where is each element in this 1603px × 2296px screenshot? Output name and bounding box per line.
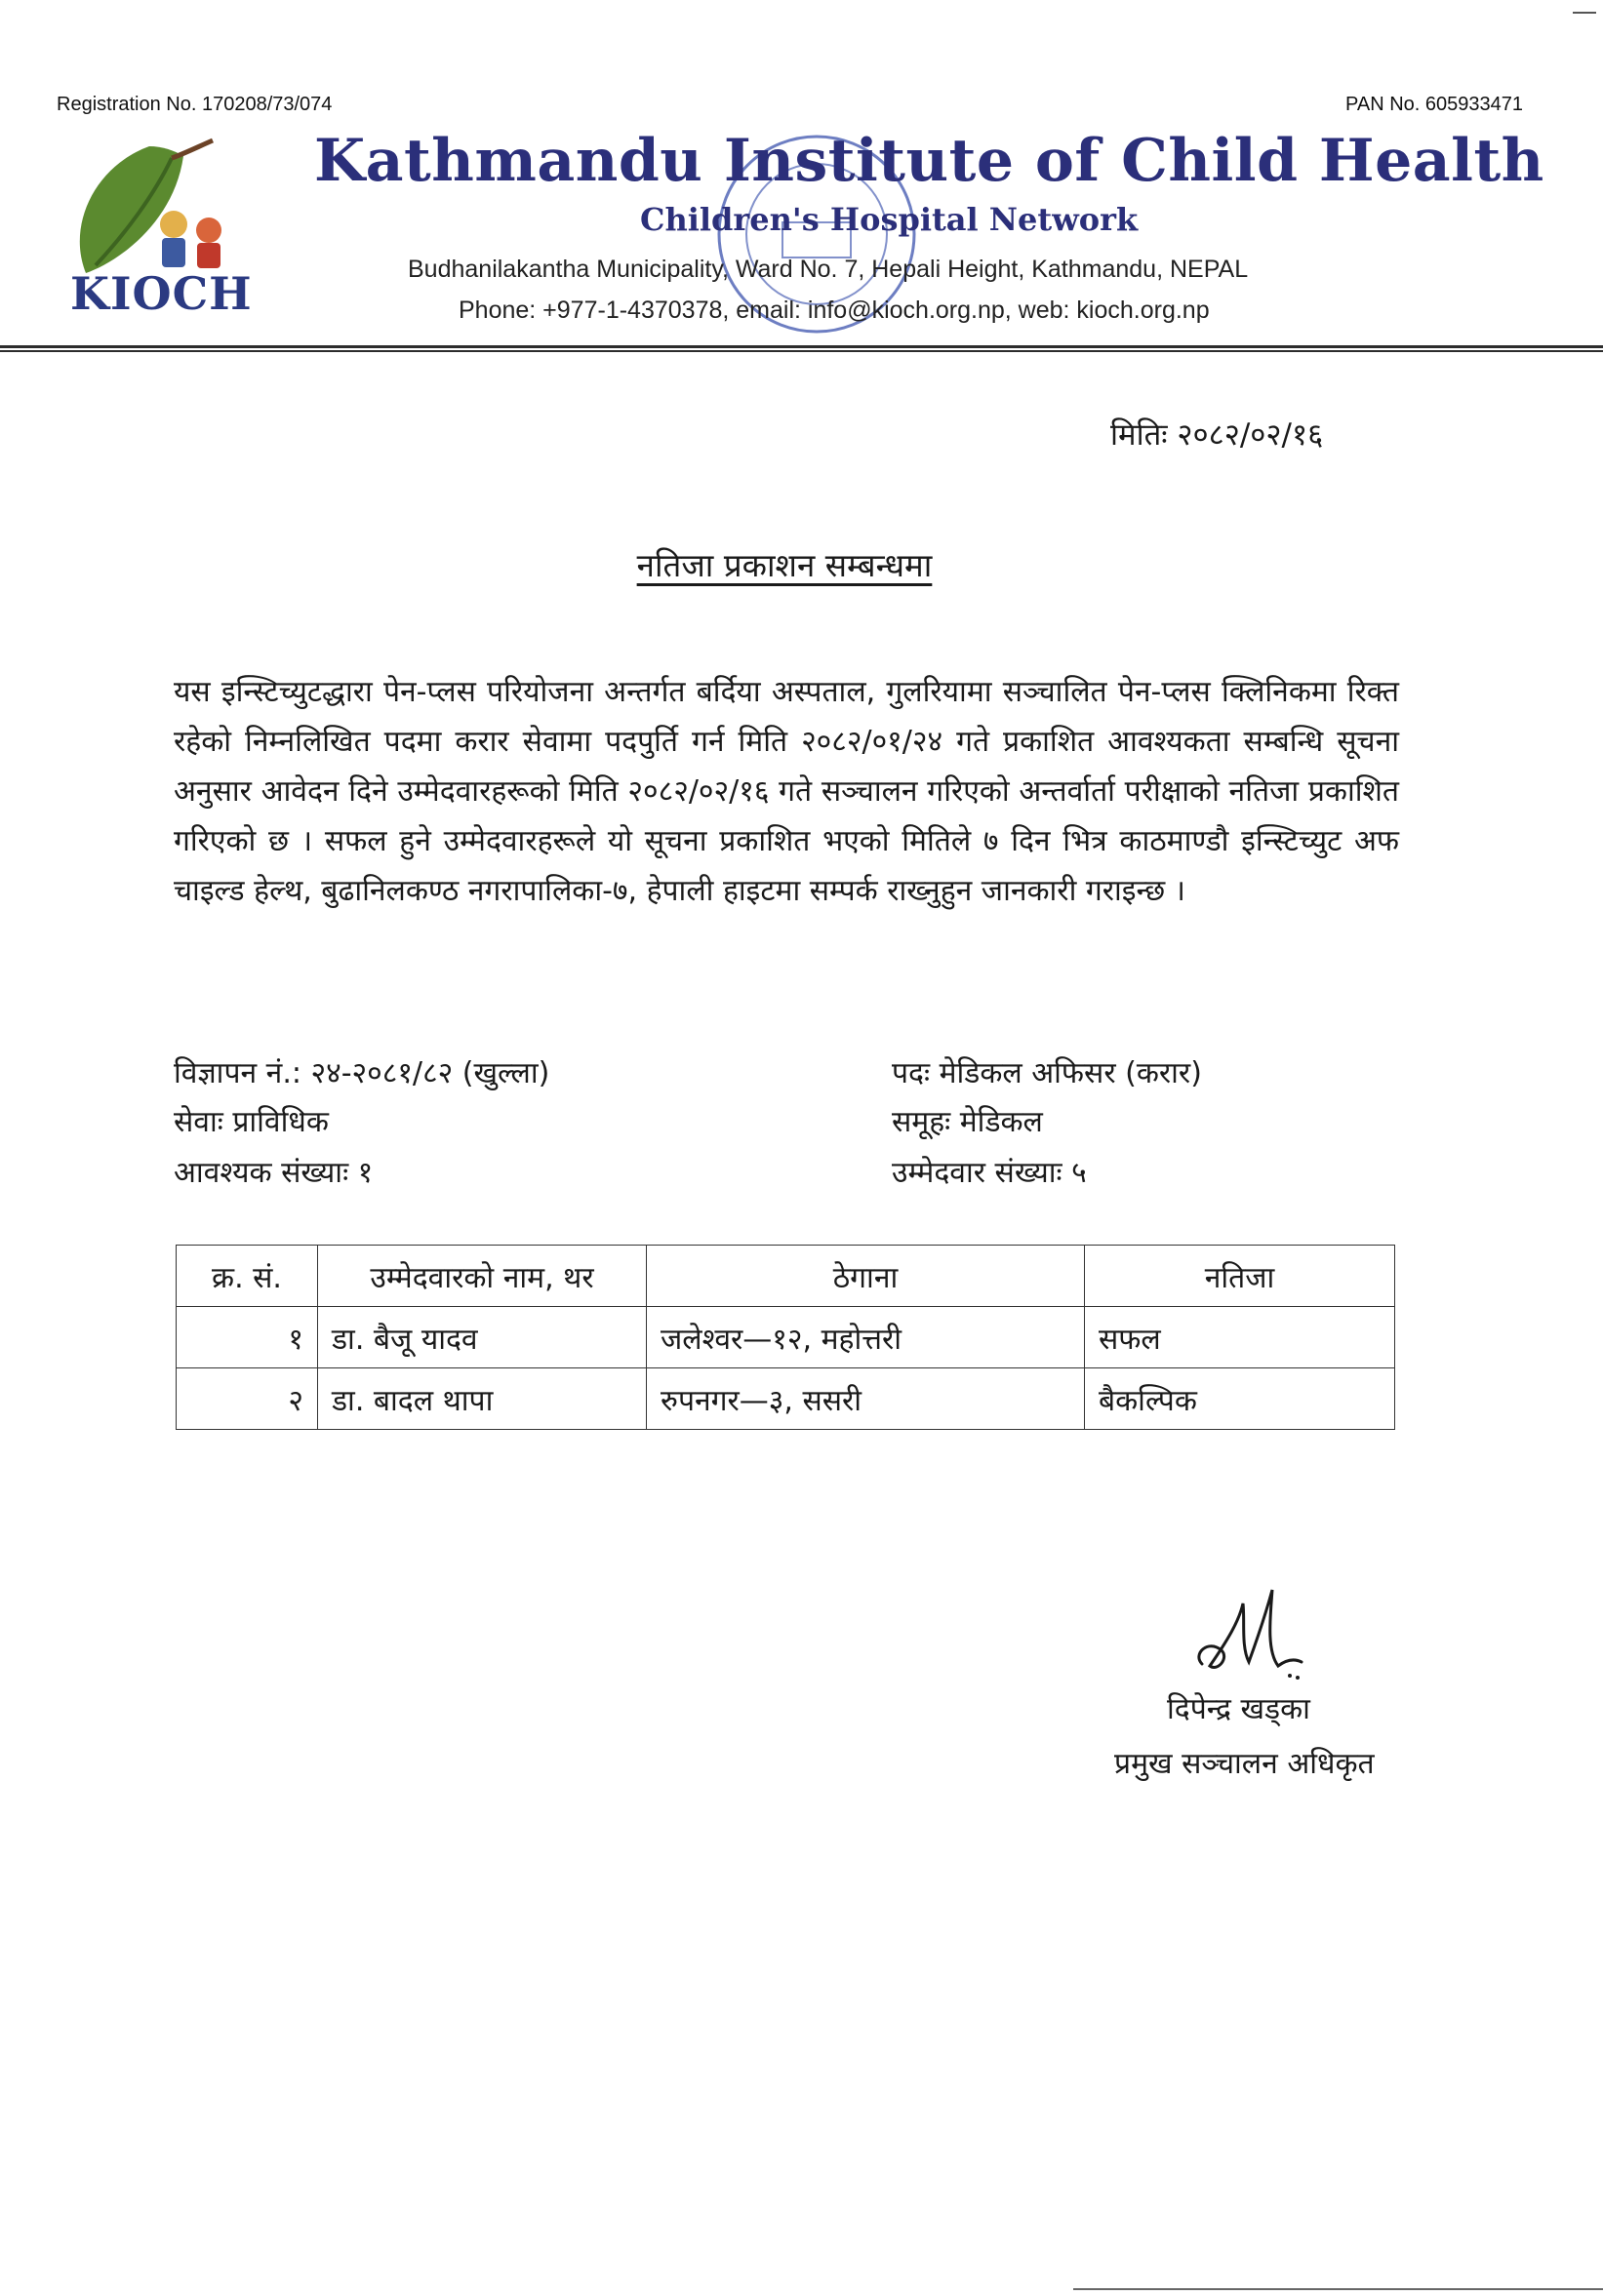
table-header-row [177,1246,1395,1307]
organization-contact: Phone: +977-1-4370378, email: info@kioch.org.np, web: kioch.org.np [459,297,1210,324]
row-serial: २ [177,1368,318,1430]
corner-mark [1573,12,1596,14]
row-address: रुपनगर—३, ससरी [647,1368,1085,1430]
organization-address: Budhanilakantha Municipality, Ward No. 7, Hepali Height, Kathmandu, NEPAL [408,256,1249,283]
handwritten-signature [1188,1582,1315,1689]
table-row [177,1368,1395,1430]
header-result: नतिजा [1085,1246,1395,1307]
pan-number: PAN No. 605933471 [1345,94,1523,115]
table-row [177,1307,1395,1368]
header-serial: क्र. सं. [177,1246,318,1307]
row-serial: १ [177,1307,318,1368]
row-candidate-name: डा. बादल थापा [318,1368,647,1430]
header-divider-secondary [0,350,1603,352]
row-address: जलेश्वर—१२, महोत्तरी [647,1307,1085,1368]
organization-name: Kathmandu Institute of Child Health [314,127,1544,195]
required-count: आवश्यक संख्याः १ [174,1156,374,1190]
organization-subtitle: Children's Hospital Network [640,201,1139,238]
logo-wordmark: KIOCH [70,267,253,320]
service-type: सेवाः प्राविधिक [174,1105,329,1139]
signatory-name: दिपेन्द्र खड्का [1167,1692,1310,1726]
group-name: समूहः मेडिकल [892,1105,1043,1139]
row-result: सफल [1085,1307,1395,1368]
row-candidate-name: डा. बैजू यादव [318,1307,647,1368]
header-address: ठेगाना [647,1246,1085,1307]
notice-title: नतिजा प्रकाशन सम्बन्धमा [636,546,933,584]
notice-body: यस इन्स्टिच्युटद्धारा पेन-प्लस परियोजना अन्तर्गत बर्दिया अस्पताल, गुलरियामा सञ्चालित पेन-प्लस क्लिनिकमा रिक्त रहेको निम्नलिखित पदमा करार सेवामा पदपुर्ति गर्न मिति २०८२/०१/२४ गते प्रकाशित आवश्यकता सम्बन्धि सूचना अनुसार आवेदन दिने उम्मेदवारहरूको मिति २०८२/०२/१६ गते सञ्चालन गरिएको अन्तर्वार्ता परीक्षाको नतिजा प्रकाशित गरिएको छ । सफल हुने उम्मेदवारहरूले यो सूचना प्रकाशित भएको मितिले ७ दिन भित्र काठमाण्डौ इन्स्टिच्युट अफ चाइल्ड हेल्थ, बुढानिलकण्ठ नगरापालिका-७, हेपाली हाइटमा सम्पर्क राख्नुहुन जानकारी गराइन्छ । [174,675,1399,908]
registration-number: Registration No. 170208/73/074 [57,94,333,115]
vacancy-number: विज्ञापन नं.: २४-२०८१/८२ (खुल्ला) [174,1056,550,1090]
header-divider [0,345,1603,348]
post-name: पदः मेडिकल अफिसर (करार) [892,1056,1202,1090]
results-table [176,1245,1395,1430]
page-bottom-line [1073,2288,1603,2290]
header-candidate-name: उम्मेदवारको नाम, थर [318,1246,647,1307]
document-date: मितिः २०८२/०२/१६ [1110,417,1324,453]
candidate-count: उम्मेदवार संख्याः ५ [892,1156,1087,1190]
row-result: बैकल्पिक [1085,1368,1395,1430]
signatory-title: प्रमुख सञ्चालन अधिकृत [1114,1747,1375,1781]
